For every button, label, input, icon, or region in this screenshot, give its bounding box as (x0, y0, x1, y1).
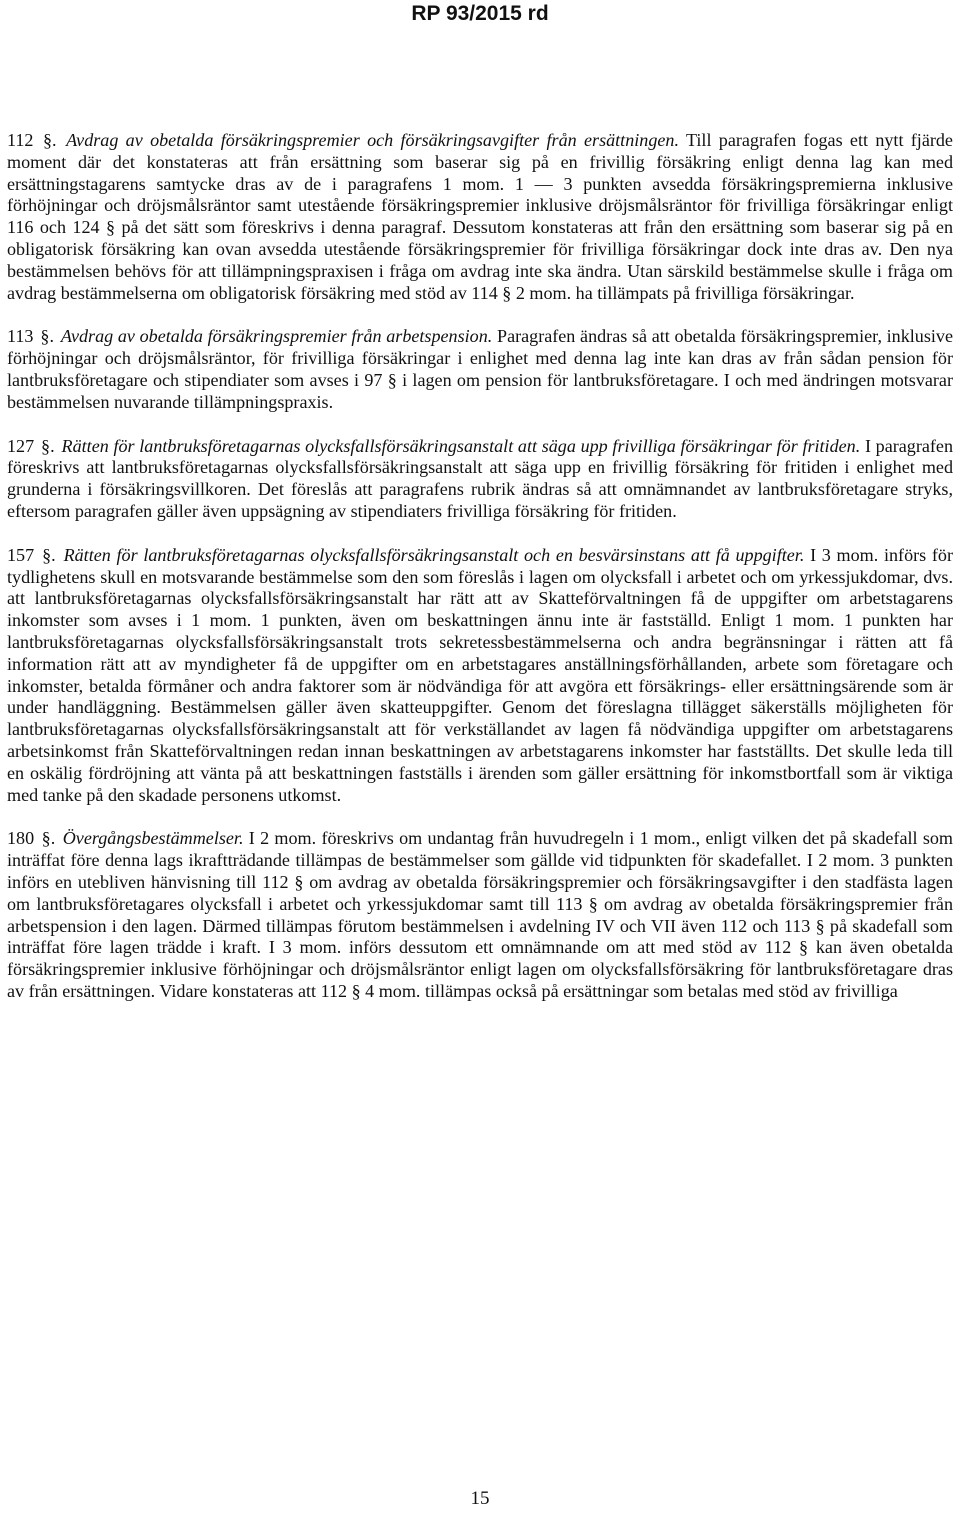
section-text: Till paragrafen fogas ett nytt fjärde moment där det konstateras att från ersättning som baserar sig på en frivillig försäkring enligt denna lag kan med ersättningstagarens samtycke dras av de i paragrafens 1 mom. 1 — 3 punkten avsedda försäkringspremierna inklusive förhöjningar och dröjsmålsräntor samt utestående försäkringspremier inklusive dröjsmålsräntor för frivilliga försäkringar enligt 116 och 124 § på det sätt som föreskrivs i denna paragraf. Dessutom konstateras att från den ersättning som baserar sig på en obligatorisk försäkring kan ovan avsedda utestående försäkringspremier för frivilliga försäkringar dock inte dras av. Den nya bestämmelsen behövs för att tillämpningspraxisen i fråga om avdrag inte ska ändra. Utan särskild bestämmelse skulle i fråga om avdrag bestämmelserna om obligatorisk försäkring med stöd av 114 § 2 mom. ha tillämpats på frivilliga försäkringar. (7, 130, 953, 303)
section-sign: §. (40, 326, 54, 347)
section-text: I paragrafen föreskrivs att lantbruksföretagarnas olycksfallsförsäkringsanstalt att säga upp en frivillig försäkring för fritiden i enlighet med grunderna i försäkringsvillkoren. Det föreslås att paragrafens rubrik ändras så att omnämnandet av lantbruksföretagare stryks, eftersom paragrafen gäller även uppsägning av stipendiaters frivilliga försäkring för fritiden. (7, 435, 954, 521)
section-text: Paragrafen ändras så att obetalda försäkringspremier, inklusive förhöjningar och dröjsmålsräntor, för frivilliga försäkringar i enlighet med denna lag inte kan dras av från sådan pension för lantbruksföretagare och stipendiater som avses i 97 § i lagen om pension för lantbruksföretagare. I och med ändringen motsvarar bestämmelsen nuvarande tillämpningspraxis. (7, 326, 953, 412)
section-sign: §. (42, 544, 56, 565)
section-heading: Rätten för lantbruksföretagarnas olycksfallsförsäkringsanstalt att säga upp frivilliga försäkringar för fritiden. (61, 435, 861, 456)
section-heading: Avdrag av obetalda försäkringspremier och försäkringsavgifter från ersättningen. (66, 130, 679, 150)
section-sign: §. (41, 435, 55, 456)
section-number: 112 (7, 130, 34, 150)
section-heading: Avdrag av obetalda försäkringspremier från arbetspension. (60, 326, 493, 347)
section-number: 180 (7, 828, 35, 849)
section-paragraph (7, 326, 953, 413)
document-header: RP 93/2015 rd (411, 2, 549, 25)
section-text: I 3 mom. införs för tydlighetens skull en motsvarande bestämmelse som den som föreslås i lagen om olycksfall i arbetet och om yrkessjukdomar, dvs. att lantbruksföretagarnas olycksfallsförsäkringsanstalt har rätt att av Skatteförvaltningen få de uppgifter om arbetstagarens inkomster som avses i 1 mom. 1 punkten, även om beskattningen ännu inte är fastställd. Enligt 1 mom. 1 punkten har lantbruksföretagarnas olycksfallsförsäkringsanstalt trots sekretessbestämmelserna och andra begränsningar i rätten att få information rätt att av myndigheter få de uppgifter om en arbetstagares anställningsförhållanden, arbete som företagare och inkomster, betalda förmåner och andra faktorer som är nödvändiga för att avgöra ett försäkrings- eller ersättningsärende som är under handläggning. Bestämmelsen gäller även skatteuppgifter. Genom det föreslagna tillägget säkerställs möjligheten för lantbruksföretagarnas olycksfallsförsäkringsanstalt att för verkställandet av lagen få nödvändiga uppgifter om arbetstagarens arbetsinkomst från Skatteförvaltningen redan innan beskattningen av arbetstagarens inkomster har fastställts. Det skulle leda till en oskälig fördröjning att vänta på att beskattningen fastställs i ärenden som gäller ersättning för inkomstbortfall som är viktiga med tanke på den skadade personens utkomst. (7, 544, 953, 805)
section-paragraph (7, 436, 953, 523)
document-body (7, 130, 953, 1025)
section-180 (7, 828, 953, 1002)
section-paragraph (7, 828, 953, 1002)
section-paragraph (7, 130, 953, 304)
section-113 (7, 326, 953, 413)
section-number: 127 (7, 435, 35, 456)
section-127 (7, 436, 953, 523)
section-number: 113 (7, 326, 34, 347)
section-sign: §. (41, 828, 56, 849)
section-heading: Övergångsbestämmelser. (62, 828, 244, 849)
section-number: 157 (7, 544, 35, 565)
section-157 (7, 545, 953, 807)
section-sign: §. (43, 130, 57, 150)
section-heading: Rätten för lantbruksföretagarnas olycksfallsförsäkringsanstalt och en besvärsinstans att få uppgifter. (63, 544, 805, 565)
section-text: I 2 mom. föreskrivs om undantag från huvudregeln i 1 mom., enligt vilken det på skadefall som inträffat före denna lags ikraftträdande tillämpas de bestämmelser som gällde vid tidpunkten för skadefallet. I 2 mom. 3 punkten införs en utebliven hänvisning till 112 § om avdrag av obetalda försäkringspremier och försäkringsavgifter i den stadfästa lagen om lantbruksföretagares olycksfall i arbetet och yrkessjukdomar samt till 113 § om avdrag av obetalda försäkringspremier från arbetspension i den lagen. Därmed tillämpas förutom bestämmelsen i avdelning IV och VII även 112 och 113 § på skadefall som inträffat före lagen trädde i kraft. I 3 mom. införs dessutom ett omnämnande om att med stöd av 112 § kan även obetalda försäkringspremier inklusive förhöjningar och dröjsmålsräntor enligt lagen om olycksfallsförsäkring för lantbruksföretagare dras av från ersättningen. Vidare konstateras att 112 § 4 mom. tillämpas också på ersättningar som betalas med stöd av frivilliga (7, 828, 953, 1001)
section-112 (7, 130, 953, 304)
page-number: 15 (470, 1488, 490, 1509)
section-paragraph (7, 545, 953, 807)
